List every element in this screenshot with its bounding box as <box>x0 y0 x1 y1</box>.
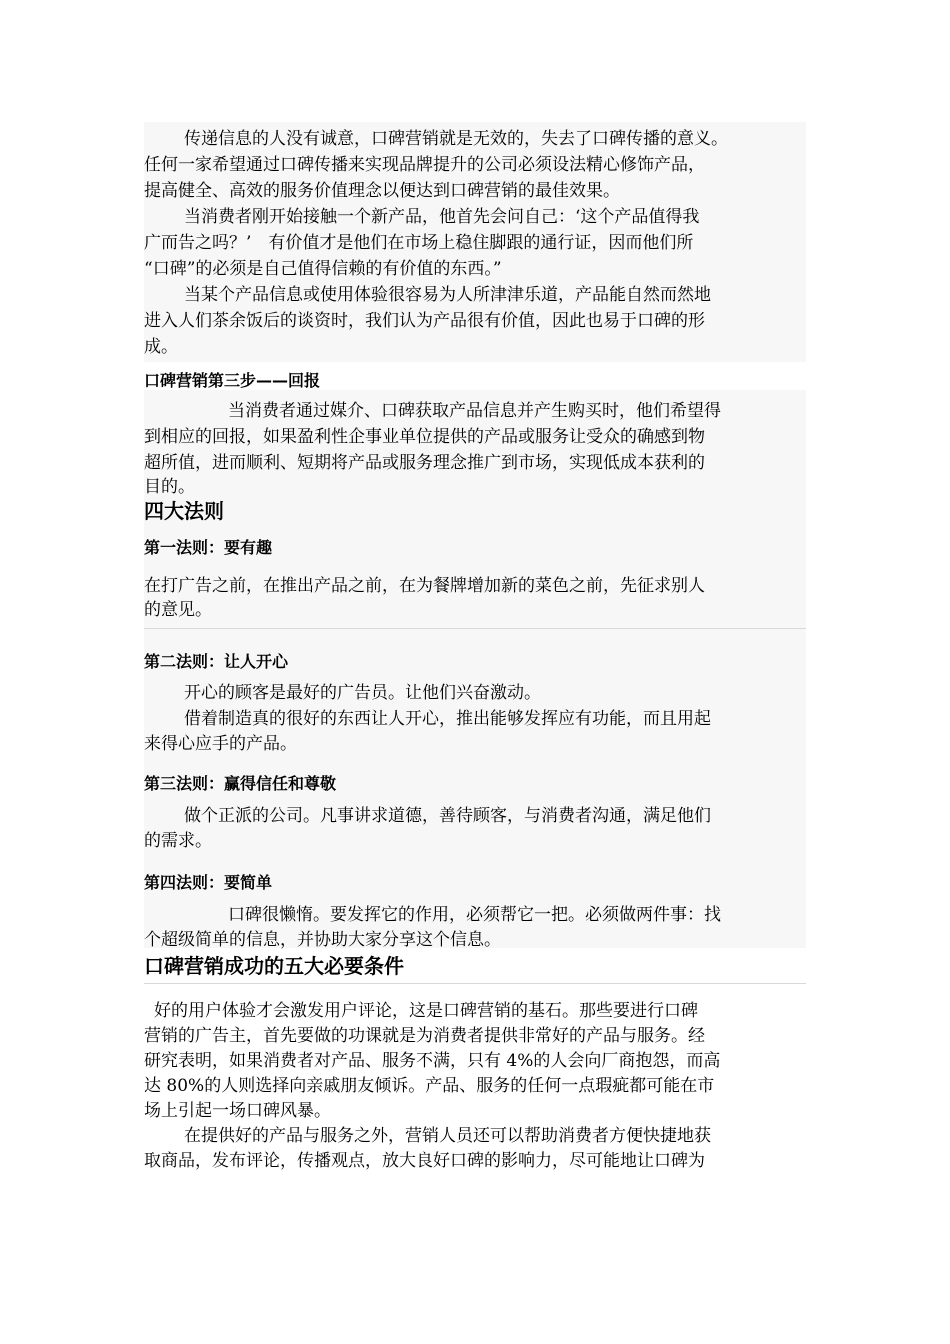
rule1-line: 的意见。 <box>144 600 212 620</box>
rule1-heading: 第一法则：要有趣 <box>144 538 273 557</box>
intro-line: 传递信息的人没有诚意，口碑营销就是无效的，失去了口碑传播的意义。 <box>184 129 728 149</box>
step3-line: 超所值，进而顺利、短期将产品或服务理念推广到市场，实现低成本获利的 <box>144 453 705 473</box>
conditions-line: 研究表明，如果消费者对产品、服务不满，只有 4%的人会向厂商抱怨，而高 <box>144 1051 721 1071</box>
intro-line: 当某个产品信息或使用体验很容易为人所津津乐道，产品能自然而然地 <box>184 285 711 305</box>
rule2-line: 开心的顾客是最好的广告员。让他们兴奋激动。 <box>184 683 541 703</box>
step3-line: 到相应的回报，如果盈利性企事业单位提供的产品或服务让受众的确感到物 <box>144 427 705 447</box>
conditions-line: 达 80%的人则选择向亲戚朋友倾诉。产品、服务的任何一点瑕疵都可能在市 <box>144 1076 715 1096</box>
intro-line: 提高健全、高效的服务价值理念以便达到口碑营销的最佳效果。 <box>144 181 620 201</box>
step3-line: 当消费者通过媒介、口碑获取产品信息并产生购买时，他们希望得 <box>228 401 721 421</box>
intro-line: 进入人们茶余饭后的谈资时，我们认为产品很有价值，因此也易于口碑的形 <box>144 311 705 331</box>
conditions-line: 取商品，发布评论，传播观点，放大良好口碑的影响力，尽可能地让口碑为 <box>144 1151 705 1171</box>
rule4-line: 个超级简单的信息，并协助大家分享这个信息。 <box>144 930 501 950</box>
rule4-line: 口碑很懒惰。要发挥它的作用，必须帮它一把。必须做两件事：找 <box>228 905 721 925</box>
four-rules-heading: 四大法则 <box>144 499 224 523</box>
section-divider <box>144 628 806 629</box>
rule4-heading: 第四法则：要简单 <box>144 873 273 892</box>
intro-line: 当消费者刚开始接触一个新产品，他首先会问自己：‘这个产品值得我 <box>184 207 700 227</box>
rule2-heading: 第二法则：让人开心 <box>144 652 289 671</box>
rule1-line: 在打广告之前，在推出产品之前，在为餐牌增加新的菜色之前，先征求别人 <box>144 576 705 596</box>
conditions-line: 好的用户体验才会激发用户评论，这是口碑营销的基石。那些要进行口碑 <box>154 1001 698 1021</box>
conditions-line: 场上引起一场口碑风暴。 <box>144 1101 331 1121</box>
five-conditions-heading: 口碑营销成功的五大必要条件 <box>144 954 404 978</box>
conditions-line: 营销的广告主，首先要做的功课就是为消费者提供非常好的产品与服务。经 <box>144 1026 705 1046</box>
rule2-line: 来得心应手的产品。 <box>144 734 297 754</box>
rule3-heading: 第三法则：赢得信任和尊敬 <box>144 774 337 793</box>
rule3-line: 的需求。 <box>144 831 212 851</box>
rule3-line: 做个正派的公司。凡事讲求道德，善待顾客，与消费者沟通，满足他们 <box>184 806 711 826</box>
intro-line: 广而告之吗？’ 有价值才是他们在市场上稳住脚跟的通行证，因而他们所 <box>144 233 694 253</box>
intro-line: 任何一家希望通过口碑传播来实现品牌提升的公司必须设法精心修饰产品， <box>144 155 705 175</box>
rule2-line: 借着制造真的很好的东西让人开心，推出能够发挥应有功能，而且用起 <box>184 709 711 729</box>
intro-line: “口碑”的必须是自己值得信赖的有价值的东西。” <box>144 259 502 279</box>
conditions-line: 在提供好的产品与服务之外，营销人员还可以帮助消费者方便快捷地获 <box>184 1126 711 1146</box>
step3-line: 目的。 <box>144 477 195 497</box>
intro-line: 成。 <box>144 337 178 357</box>
section-divider <box>144 983 806 984</box>
step3-heading: 口碑营销第三步——回报 <box>144 371 321 390</box>
